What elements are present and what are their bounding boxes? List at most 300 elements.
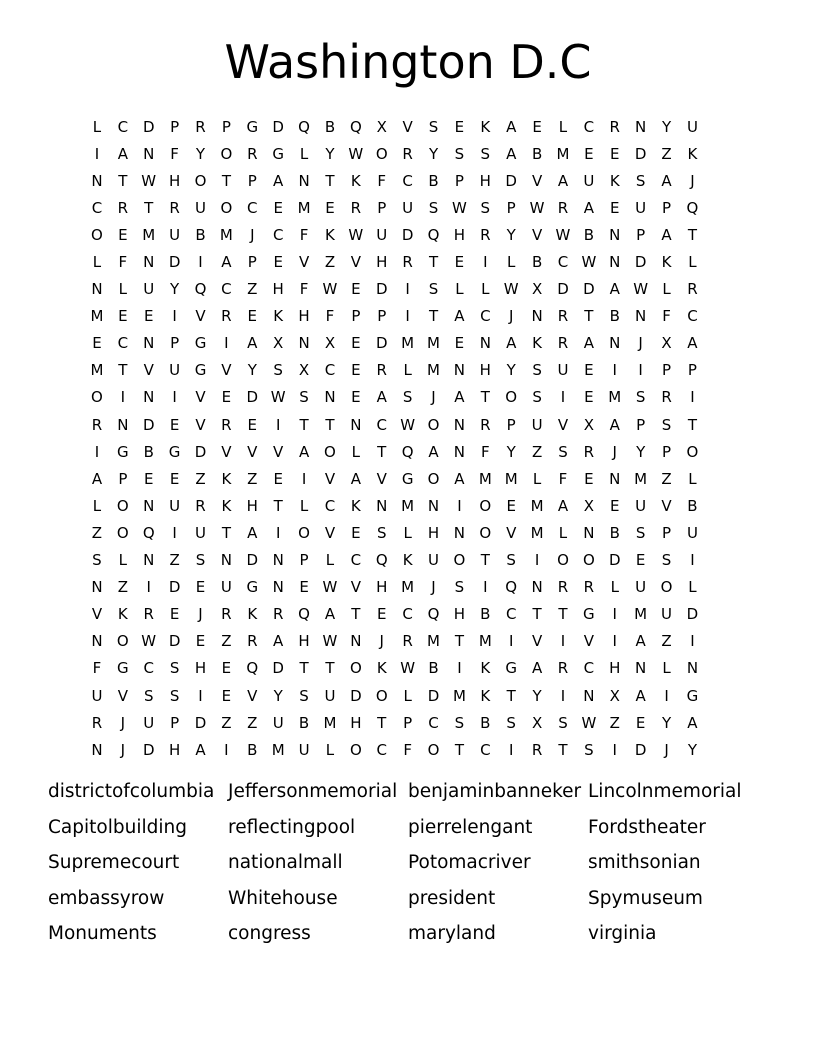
- grid-cell: I: [483, 253, 488, 272]
- grid-cell: T: [221, 171, 231, 190]
- grid-cell: C: [480, 307, 491, 326]
- grid-cell: T: [687, 225, 698, 244]
- grid-cell: E: [532, 117, 542, 136]
- grid-cell: T: [558, 740, 568, 759]
- grid-cell: I: [301, 469, 307, 488]
- grid-cell: T: [506, 686, 516, 705]
- grid-cell: Z: [661, 469, 672, 488]
- grid-cell: S: [558, 442, 568, 461]
- grid-cell: R: [531, 740, 543, 759]
- grid-cell: X: [531, 280, 543, 299]
- grid-cell: I: [198, 686, 203, 705]
- grid-cell: F: [480, 442, 490, 461]
- grid-cell: R: [687, 280, 698, 299]
- grid-cell: X: [324, 334, 336, 353]
- grid-cell: W: [400, 659, 416, 678]
- grid-cell: L: [688, 578, 697, 597]
- grid-cell: S: [532, 388, 542, 407]
- grid-cell: E: [351, 388, 361, 407]
- grid-cell: C: [402, 605, 413, 624]
- grid-cell: D: [168, 253, 181, 272]
- grid-cell: Q: [375, 551, 388, 570]
- grid-cell: D: [634, 740, 647, 759]
- grid-cell: Q: [505, 578, 518, 597]
- grid-cell: E: [169, 469, 180, 488]
- grid-cell: W: [348, 225, 364, 244]
- grid-cell: L: [662, 280, 671, 299]
- grid-cell: G: [686, 686, 699, 705]
- grid-cell: P: [662, 361, 672, 380]
- grid-cell: N: [609, 253, 621, 272]
- grid-cell: B: [480, 713, 491, 732]
- grid-cell: A: [247, 523, 258, 542]
- grid-cell: S: [454, 713, 465, 732]
- grid-cell: N: [91, 632, 103, 651]
- grid-cell: R: [91, 713, 103, 732]
- grid-cell: G: [246, 578, 259, 597]
- grid-cell: I: [483, 578, 488, 597]
- word-list-item: Whitehouse: [228, 887, 338, 909]
- grid-cell: W: [348, 144, 364, 163]
- grid-cell: A: [273, 171, 284, 190]
- grid-cell: B: [324, 117, 336, 136]
- grid-cell: N: [324, 388, 336, 407]
- grid-cell: R: [221, 415, 232, 434]
- grid-cell: P: [377, 198, 387, 217]
- grid-cell: T: [480, 388, 490, 407]
- grid-cell: O: [453, 551, 466, 570]
- grid-cell: I: [560, 388, 566, 407]
- grid-cell: H: [376, 253, 388, 272]
- grid-cell: O: [660, 578, 673, 597]
- grid-cell: Q: [427, 225, 440, 244]
- grid-cell: O: [557, 551, 569, 570]
- grid-cell: U: [635, 198, 647, 217]
- grid-cell: C: [376, 740, 387, 759]
- grid-cell: A: [661, 225, 672, 244]
- grid-cell: K: [350, 171, 361, 190]
- grid-cell: S: [376, 523, 387, 542]
- grid-cell: E: [584, 469, 594, 488]
- grid-row: [84, 384, 732, 411]
- grid-cell: R: [143, 605, 154, 624]
- grid-cell: K: [247, 605, 258, 624]
- grid-cell: I: [638, 361, 643, 380]
- grid-cell: N: [686, 659, 699, 678]
- grid-cell: V: [247, 686, 258, 705]
- grid-cell: H: [453, 605, 466, 624]
- grid-cell: O: [427, 469, 440, 488]
- grid-cell: S: [635, 523, 646, 542]
- grid-cell: L: [118, 551, 128, 570]
- grid-cell: X: [583, 496, 594, 515]
- grid-cell: Q: [401, 442, 414, 461]
- grid-row: [84, 303, 732, 330]
- grid-cell: N: [298, 171, 310, 190]
- grid-cell: N: [453, 361, 466, 380]
- grid-cell: Z: [91, 523, 103, 542]
- grid-cell: X: [609, 686, 620, 705]
- grid-cell: S: [506, 551, 516, 570]
- grid-cell: U: [583, 171, 595, 190]
- grid-cell: U: [195, 198, 206, 217]
- grid-cell: N: [376, 496, 388, 515]
- grid-cell: V: [557, 415, 569, 434]
- grid-row: [84, 221, 732, 248]
- grid-cell: M: [504, 469, 518, 488]
- grid-cell: Y: [195, 144, 206, 163]
- grid-cell: P: [636, 415, 646, 434]
- grid-cell: A: [376, 388, 387, 407]
- grid-cell: Z: [195, 469, 206, 488]
- grid-cell: E: [377, 605, 387, 624]
- grid-cell: D: [246, 388, 259, 407]
- grid-cell: V: [531, 225, 543, 244]
- grid-cell: D: [272, 117, 284, 136]
- grid-row: [84, 330, 732, 357]
- grid-cell: I: [508, 740, 514, 759]
- grid-cell: T: [118, 361, 128, 380]
- grid-cell: W: [322, 280, 338, 299]
- grid-cell: S: [273, 361, 283, 380]
- grid-cell: D: [375, 280, 388, 299]
- grid-cell: X: [273, 334, 284, 353]
- grid-cell: O: [505, 388, 518, 407]
- grid-cell: J: [379, 632, 384, 651]
- grid-cell: N: [91, 171, 103, 190]
- grid-cell: I: [405, 280, 410, 299]
- grid-cell: B: [143, 442, 154, 461]
- grid-cell: S: [143, 686, 154, 705]
- word-list: [48, 776, 788, 954]
- grid-cell: I: [560, 632, 566, 651]
- grid-cell: U: [169, 361, 181, 380]
- grid-cell: Q: [349, 117, 362, 136]
- grid-cell: N: [427, 496, 440, 515]
- grid-cell: J: [120, 740, 126, 759]
- grid-cell: T: [454, 632, 464, 651]
- grid-cell: V: [531, 632, 543, 651]
- grid-cell: Y: [247, 361, 257, 380]
- grid-cell: P: [662, 198, 672, 217]
- grid-cell: L: [325, 740, 335, 759]
- grid-cell: P: [221, 117, 231, 136]
- grid-cell: P: [118, 469, 128, 488]
- word-list-item: nationalmall: [228, 852, 343, 873]
- grid-cell: L: [481, 280, 490, 299]
- grid-cell: R: [480, 415, 491, 434]
- grid-cell: U: [220, 578, 232, 597]
- grid-cell: G: [117, 659, 129, 678]
- grid-cell: X: [531, 713, 543, 732]
- grid-cell: Z: [221, 632, 232, 651]
- grid-cell: A: [506, 117, 517, 136]
- grid-cell: V: [247, 442, 258, 461]
- word-list-item: Monuments: [48, 923, 157, 944]
- grid-cell: J: [120, 713, 126, 732]
- grid-cell: S: [299, 686, 309, 705]
- grid-cell: D: [194, 442, 207, 461]
- grid-row: [84, 113, 732, 140]
- grid-cell: P: [454, 171, 464, 190]
- grid-cell: N: [143, 144, 155, 163]
- grid-cell: E: [273, 469, 283, 488]
- grid-cell: U: [428, 551, 440, 570]
- grid-cell: Y: [428, 144, 439, 163]
- grid-cell: L: [403, 523, 412, 542]
- grid-cell: T: [377, 713, 387, 732]
- grid-cell: X: [298, 361, 310, 380]
- grid-cell: Z: [169, 551, 180, 570]
- grid-cell: K: [687, 144, 698, 163]
- grid-cell: B: [247, 740, 258, 759]
- grid-cell: I: [146, 578, 151, 597]
- grid-row: [84, 248, 732, 275]
- grid-cell: P: [170, 334, 180, 353]
- grid-cell: Z: [609, 713, 620, 732]
- grid-cell: A: [247, 334, 258, 353]
- grid-row: [84, 438, 732, 465]
- grid-cell: A: [91, 469, 103, 488]
- grid-cell: N: [143, 253, 155, 272]
- grid-cell: S: [661, 415, 672, 434]
- grid-cell: H: [168, 171, 181, 190]
- grid-cell: C: [583, 117, 595, 136]
- grid-cell: J: [198, 605, 203, 624]
- grid-cell: S: [169, 686, 180, 705]
- grid-cell: L: [558, 117, 568, 136]
- grid-cell: C: [272, 225, 284, 244]
- grid-cell: N: [479, 334, 491, 353]
- grid-cell: Y: [636, 442, 646, 461]
- grid-cell: P: [687, 361, 697, 380]
- grid-cell: I: [690, 632, 695, 651]
- grid-cell: R: [195, 117, 206, 136]
- grid-cell: R: [376, 361, 387, 380]
- grid-cell: M: [401, 578, 415, 597]
- grid-cell: E: [506, 496, 516, 515]
- grid-cell: A: [117, 144, 128, 163]
- grid-cell: I: [275, 523, 281, 542]
- grid-cell: A: [661, 171, 672, 190]
- grid-cell: C: [505, 605, 517, 624]
- grid-cell: P: [662, 523, 672, 542]
- grid-cell: V: [324, 523, 336, 542]
- grid-cell: E: [610, 496, 620, 515]
- grid-cell: T: [325, 659, 335, 678]
- grid-cell: S: [454, 144, 465, 163]
- grid-cell: T: [299, 659, 309, 678]
- grid-cell: V: [350, 578, 361, 597]
- grid-cell: I: [172, 523, 177, 542]
- grid-cell: O: [349, 659, 362, 678]
- grid-cell: Z: [531, 442, 543, 461]
- grid-cell: M: [401, 496, 415, 515]
- grid-cell: R: [402, 632, 413, 651]
- grid-cell: G: [401, 469, 414, 488]
- grid-cell: H: [453, 225, 466, 244]
- grid-cell: K: [273, 307, 284, 326]
- grid-cell: W: [322, 578, 338, 597]
- grid-cell: N: [635, 307, 647, 326]
- grid-cell: X: [376, 117, 387, 136]
- grid-row: [84, 682, 732, 709]
- grid-cell: G: [194, 334, 207, 353]
- grid-cell: T: [454, 740, 464, 759]
- grid-cell: M: [427, 361, 440, 380]
- grid-cell: H: [350, 713, 362, 732]
- grid-cell: J: [250, 225, 255, 244]
- grid-cell: D: [557, 280, 569, 299]
- grid-cell: G: [194, 361, 207, 380]
- grid-cell: O: [582, 551, 595, 570]
- grid-cell: Z: [117, 578, 128, 597]
- grid-cell: B: [195, 225, 206, 244]
- grid-cell: T: [118, 171, 128, 190]
- grid-cell: I: [508, 632, 514, 651]
- grid-cell: S: [92, 551, 102, 570]
- grid-cell: C: [376, 415, 387, 434]
- grid-cell: Y: [506, 442, 516, 461]
- grid-cell: Y: [661, 713, 672, 732]
- grid-cell: M: [297, 198, 311, 217]
- grid-cell: F: [299, 225, 309, 244]
- word-list-item: Jeffersonmemorial: [228, 781, 398, 802]
- grid-cell: D: [401, 225, 414, 244]
- grid-row: [84, 736, 732, 763]
- grid-cell: I: [224, 740, 229, 759]
- grid-row: [84, 167, 732, 194]
- grid-cell: A: [557, 171, 569, 190]
- grid-cell: V: [273, 442, 284, 461]
- grid-cell: B: [428, 659, 439, 678]
- grid-cell: V: [506, 523, 517, 542]
- grid-cell: F: [170, 144, 179, 163]
- grid-cell: V: [117, 686, 128, 705]
- grid-cell: P: [662, 442, 672, 461]
- grid-cell: C: [557, 253, 569, 272]
- grid-cell: A: [687, 334, 698, 353]
- grid-row: [84, 574, 732, 601]
- grid-cell: E: [584, 388, 594, 407]
- grid-cell: C: [583, 659, 595, 678]
- grid-cell: E: [247, 307, 258, 326]
- grid-cell: E: [195, 578, 206, 597]
- grid-cell: A: [506, 334, 517, 353]
- grid-cell: Q: [427, 605, 440, 624]
- grid-cell: R: [661, 388, 672, 407]
- grid-cell: A: [557, 496, 569, 515]
- grid-cell: E: [273, 198, 283, 217]
- grid-cell: L: [325, 551, 335, 570]
- grid-cell: J: [690, 171, 695, 190]
- grid-cell: I: [612, 605, 617, 624]
- grid-cell: M: [452, 686, 466, 705]
- grid-cell: U: [686, 117, 698, 136]
- grid-cell: U: [686, 523, 698, 542]
- grid-cell: I: [457, 659, 462, 678]
- grid-cell: I: [224, 334, 229, 353]
- word-list-item: Lincolnmemorial: [588, 781, 742, 802]
- grid-cell: V: [298, 253, 310, 272]
- grid-cell: R: [221, 307, 232, 326]
- grid-cell: S: [454, 578, 465, 597]
- grid-cell: S: [584, 740, 594, 759]
- grid-cell: D: [505, 171, 517, 190]
- grid-cell: T: [428, 253, 439, 272]
- grid-cell: W: [555, 225, 571, 244]
- grid-cell: E: [221, 686, 232, 705]
- grid-cell: P: [170, 117, 180, 136]
- grid-cell: L: [92, 253, 102, 272]
- grid-cell: D: [168, 578, 181, 597]
- grid-cell: D: [142, 415, 155, 434]
- grid-cell: O: [116, 496, 129, 515]
- grid-cell: W: [581, 253, 597, 272]
- grid-cell: O: [375, 686, 388, 705]
- grid-cell: N: [350, 415, 362, 434]
- grid-cell: L: [558, 523, 568, 542]
- grid-cell: C: [117, 334, 129, 353]
- grid-cell: N: [272, 551, 284, 570]
- grid-cell: U: [557, 361, 569, 380]
- grid-cell: V: [324, 469, 336, 488]
- grid-cell: M: [90, 307, 104, 326]
- grid-cell: P: [170, 713, 180, 732]
- grid-cell: U: [169, 225, 181, 244]
- grid-cell: V: [376, 469, 387, 488]
- grid-cell: B: [428, 171, 439, 190]
- grid-row: [84, 709, 732, 736]
- grid-cell: C: [221, 280, 232, 299]
- grid-cell: E: [143, 307, 154, 326]
- grid-cell: V: [221, 442, 232, 461]
- grid-cell: M: [271, 740, 285, 759]
- grid-cell: U: [402, 198, 414, 217]
- grid-cell: A: [609, 280, 620, 299]
- grid-cell: O: [220, 144, 233, 163]
- grid-row: [84, 601, 732, 628]
- grid-cell: A: [324, 605, 336, 624]
- grid-row: [84, 547, 732, 574]
- grid-cell: P: [351, 307, 361, 326]
- grid-cell: U: [324, 686, 336, 705]
- grid-cell: V: [402, 117, 413, 136]
- grid-cell: D: [168, 632, 181, 651]
- grid-cell: Y: [687, 740, 698, 759]
- grid-cell: I: [690, 551, 695, 570]
- grid-cell: N: [531, 578, 543, 597]
- grid-cell: C: [247, 198, 258, 217]
- grid-row: [84, 492, 732, 519]
- grid-cell: I: [172, 307, 177, 326]
- grid-cell: P: [377, 307, 387, 326]
- grid-cell: T: [144, 198, 154, 217]
- grid-cell: D: [246, 551, 259, 570]
- grid-cell: Z: [661, 144, 672, 163]
- grid-cell: J: [612, 442, 617, 461]
- grid-cell: I: [172, 388, 177, 407]
- grid-cell: M: [556, 144, 570, 163]
- grid-cell: R: [402, 253, 413, 272]
- grid-cell: O: [479, 496, 492, 515]
- grid-cell: A: [609, 415, 620, 434]
- grid-cell: D: [583, 280, 595, 299]
- grid-cell: N: [350, 632, 362, 651]
- grid-cell: V: [583, 632, 594, 651]
- grid-cell: H: [609, 659, 621, 678]
- word-list-item: maryland: [408, 923, 496, 944]
